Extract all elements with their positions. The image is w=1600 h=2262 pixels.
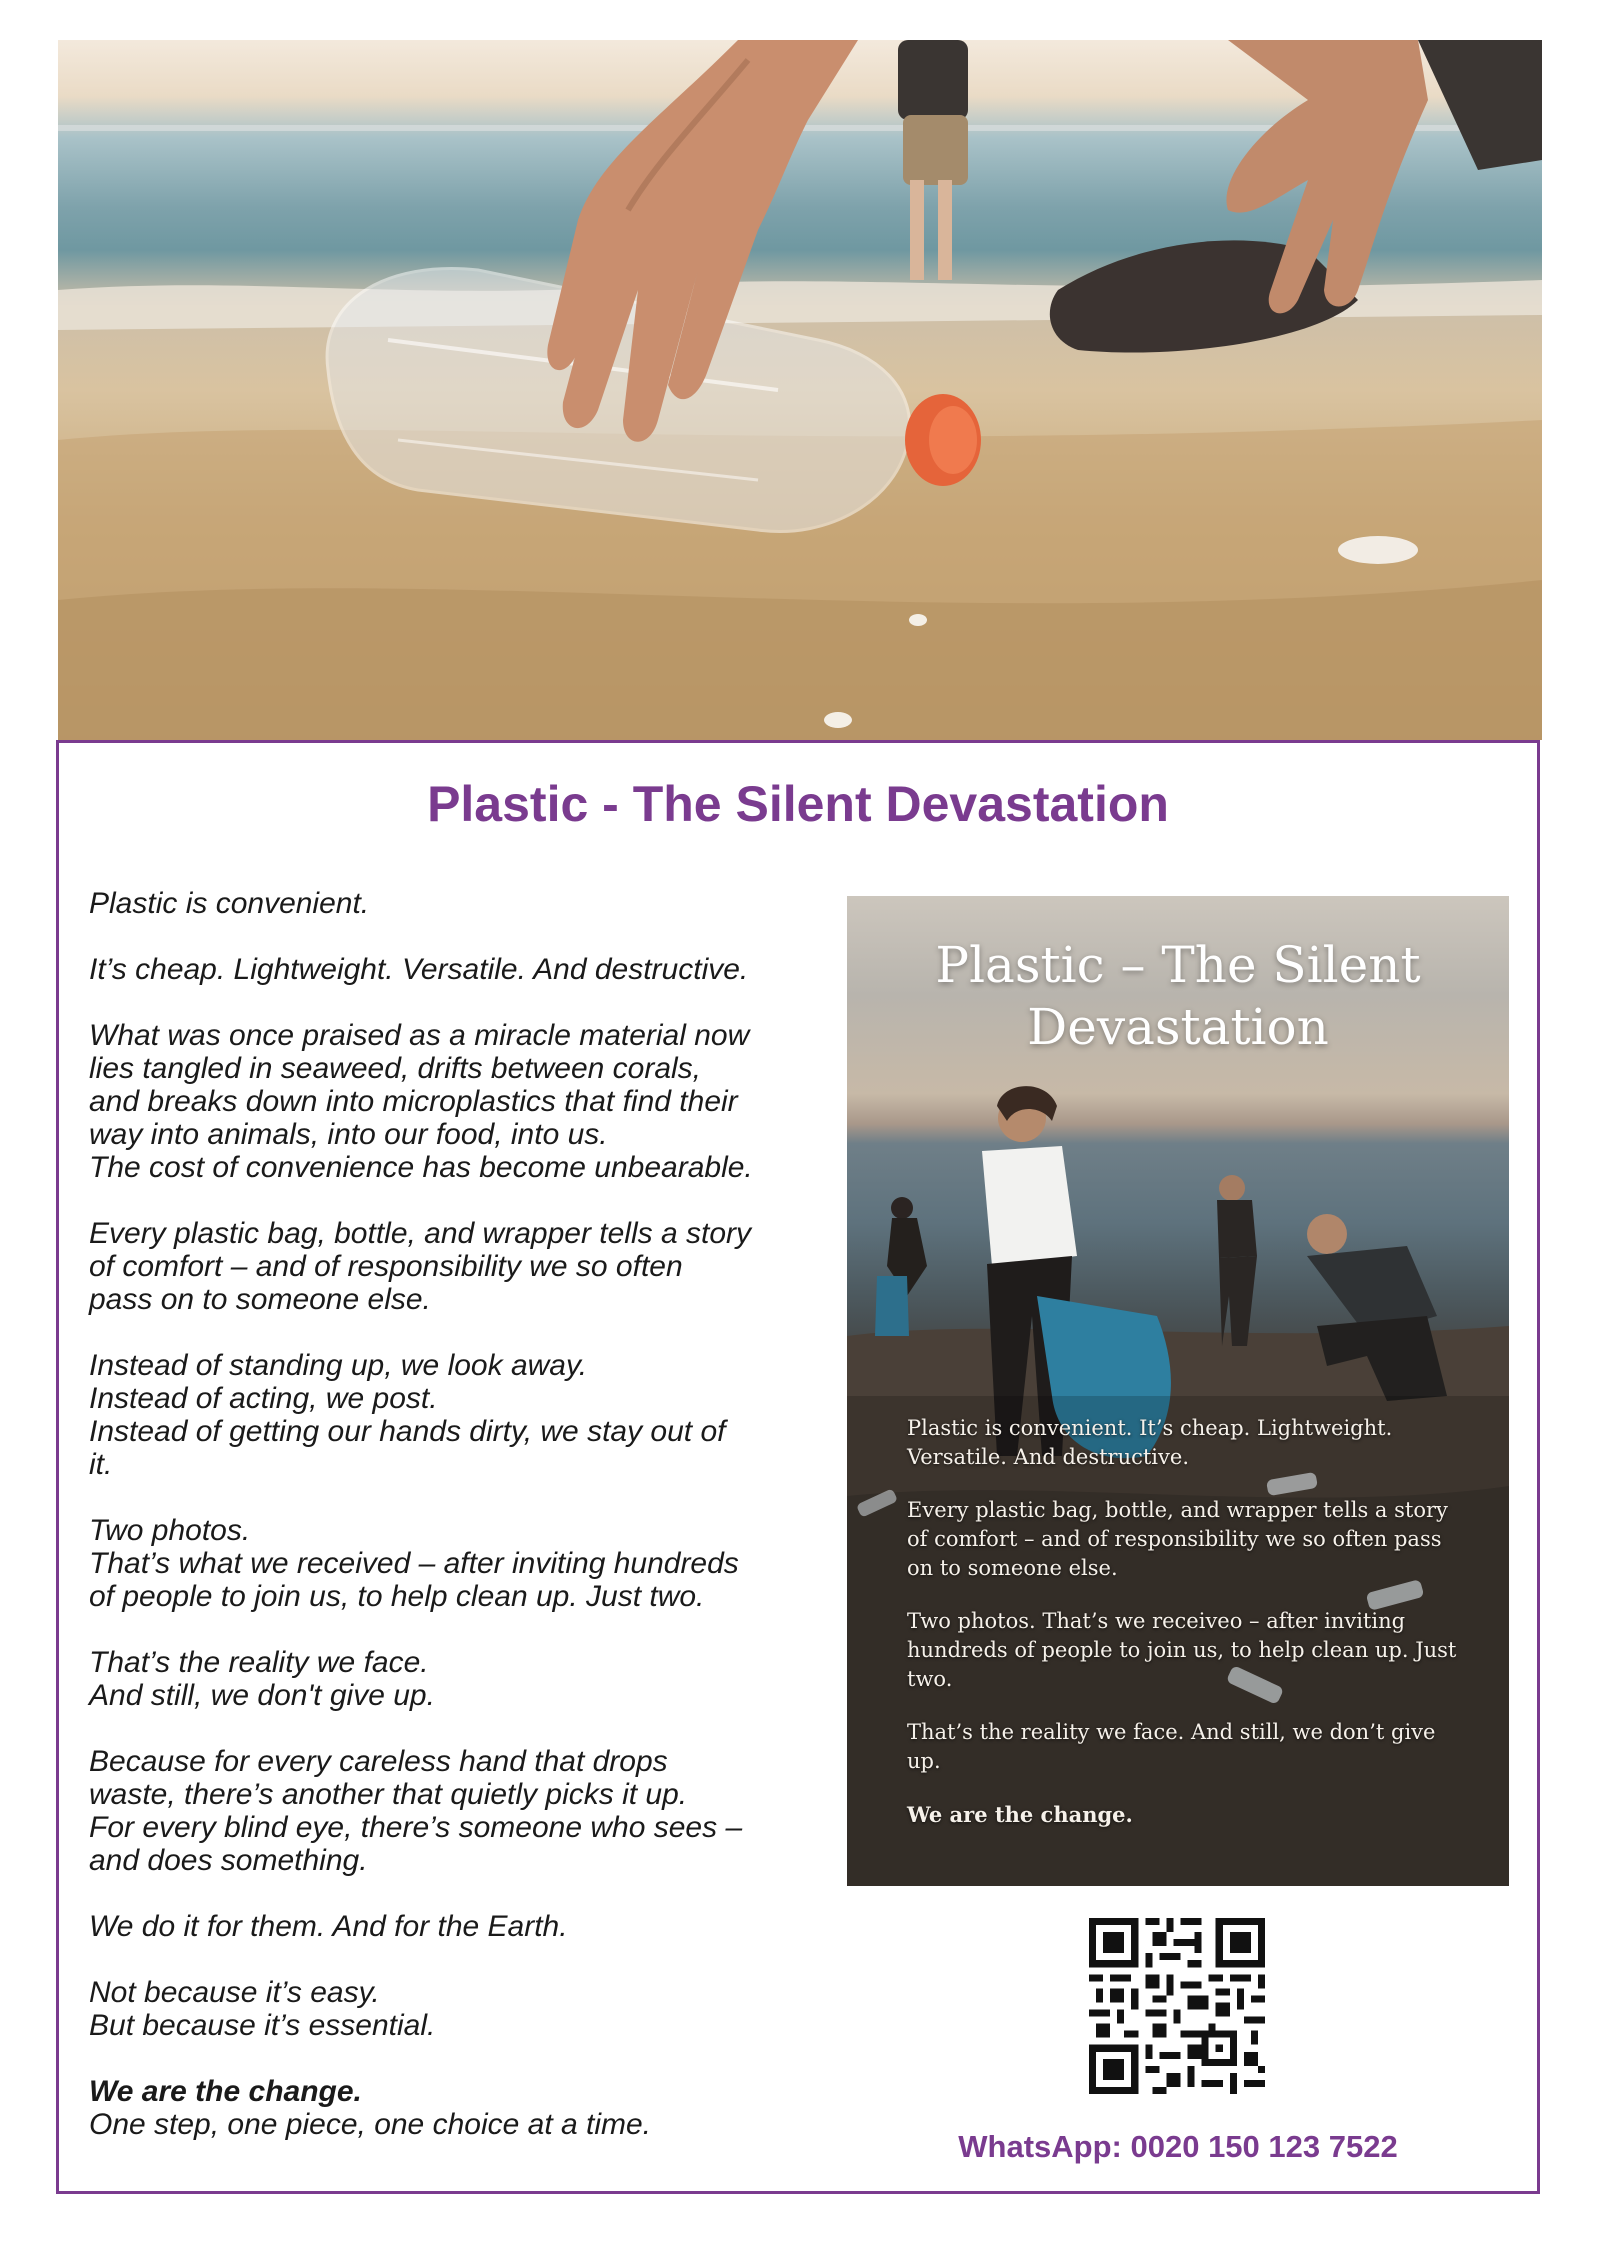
text-line: and does something. <box>89 1844 368 1877</box>
text-line: Instead of acting, we post. <box>89 1382 438 1415</box>
text-line: The cost of convenience has become unbearable. <box>89 1151 753 1184</box>
paragraph <box>89 1745 829 1877</box>
whatsapp-contact[interactable]: WhatsApp: 0020 150 123 7522 <box>958 2129 1398 2164</box>
paragraph <box>89 1976 829 2042</box>
text-line: That’s what we received – after inviting hundreds <box>89 1547 739 1580</box>
poster-paragraph: Plastic is convenient. It’s cheap. Lightweight. Versatile. And destructive. <box>907 1416 1393 1469</box>
text-line: And still, we don't give up. <box>89 1679 435 1712</box>
text-line: lies tangled in seaweed, drifts between corals, <box>89 1052 702 1085</box>
poster-title-line: Devastation <box>1027 998 1329 1056</box>
beach-cleanup-illustration <box>58 40 1542 740</box>
paragraph <box>89 953 829 986</box>
qr-code-icon[interactable] <box>1089 1918 1265 2094</box>
text-line: Plastic is convenient. <box>89 887 370 920</box>
text-line: Instead of standing up, we look away. <box>89 1349 588 1382</box>
article-body <box>89 887 829 2174</box>
text-line: But because it’s essential. <box>89 2009 436 2042</box>
poster-paragraph: That’s the reality we face. And still, we don’t give up. <box>907 1720 1436 1773</box>
closing-slogan: We are the change. <box>89 2075 362 2108</box>
paragraph <box>89 1217 829 1316</box>
text-line: Because for every careless hand that drops <box>89 1745 668 1778</box>
text-line: pass on to someone else. <box>89 1283 431 1316</box>
poster-title-line: Plastic – The Silent <box>935 936 1421 994</box>
page-title: Plastic - The Silent Devastation <box>427 776 1169 832</box>
closing-line: One step, one piece, one choice at a time. <box>89 2108 652 2141</box>
paragraph <box>89 1910 829 1943</box>
text-line: Every plastic bag, bottle, and wrapper tells a story <box>89 1217 751 1250</box>
text-line: It’s cheap. Lightweight. Versatile. And destructive. <box>89 953 749 986</box>
paragraph <box>89 1019 829 1184</box>
text-line: That’s the reality we face. <box>89 1646 429 1679</box>
closing-paragraph <box>89 2075 829 2141</box>
poster-image <box>847 896 1509 1886</box>
content-panel <box>56 740 1540 2194</box>
text-line: Not because it’s easy. <box>89 1976 380 2009</box>
text-line: Two photos. <box>89 1514 251 1547</box>
text-line: it. <box>89 1448 113 1481</box>
paragraph <box>89 1349 829 1481</box>
poster-title <box>847 934 1509 1058</box>
text-line: way into animals, into our food, into us. <box>89 1118 608 1151</box>
text-line: What was once praised as a miracle material now <box>89 1019 750 1052</box>
text-line: We do it for them. And for the Earth. <box>89 1910 568 1943</box>
text-line: and breaks down into microplastics that find their <box>89 1085 738 1118</box>
poster-slogan: We are the change. <box>907 1802 1133 1827</box>
paragraph <box>89 887 829 920</box>
poster-paragraph: Two photos. That’s we receiveo – after inviting hundreds of people to join us, to help clean up. Just two. <box>907 1609 1457 1691</box>
text-line: of comfort – and of responsibility we so often <box>89 1250 683 1283</box>
text-line: For every blind eye, there’s someone who sees – <box>89 1811 743 1844</box>
poster-text <box>907 1414 1467 1853</box>
paragraph <box>89 1514 829 1613</box>
poster-paragraph: Every plastic bag, bottle, and wrapper tells a story of comfort – and of responsibility we so often pass on to someone else. <box>907 1498 1448 1580</box>
paragraph <box>89 1646 829 1712</box>
text-line: of people to join us, to help clean up. Just two. <box>89 1580 705 1613</box>
hero-photo <box>58 40 1542 740</box>
text-line: waste, there’s another that quietly picks it up. <box>89 1778 688 1811</box>
text-line: Instead of getting our hands dirty, we stay out of <box>89 1415 726 1448</box>
